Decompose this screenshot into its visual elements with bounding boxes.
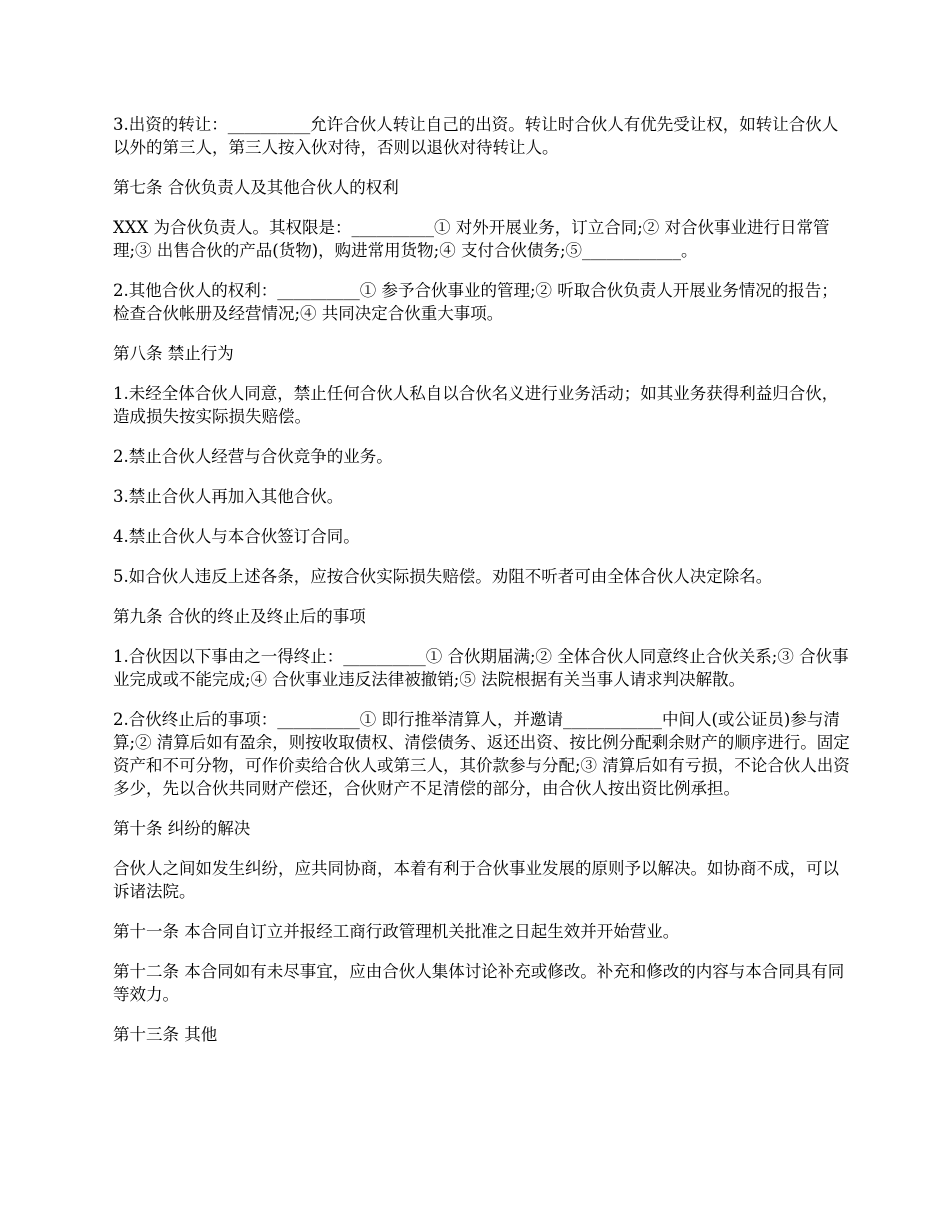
- heading-article-13: 第十三条 其他: [113, 1025, 218, 1044]
- paragraph-prohibition-2: 2.禁止合伙人经营与合伙竞争的业务。: [113, 447, 393, 466]
- paragraph-prohibition-1: 1.未经全体合伙人同意，禁止任何合伙人私自以合伙名义进行业务活动；如其业务获得利益归合伙，造成损失按实际损失赔偿。: [113, 384, 839, 426]
- heading-article-7: 第七条 合伙负责人及其他合伙人的权利: [113, 178, 399, 197]
- paragraph-article-12: 第十二条 本合同如有未尽事宜，应由合伙人集体讨论补充或修改。补充和修改的内容与本合同具有同等效力。: [113, 962, 845, 1004]
- paragraph-prohibition-4: 4.禁止合伙人与本合伙签订合同。: [113, 527, 360, 546]
- heading-article-10: 第十条 纠纷的解决: [113, 819, 251, 838]
- paragraph-prohibition-5: 5.如合伙人违反上述各条，应按合伙实际损失赔偿。劝阻不听者可由全体合伙人决定除名。: [113, 567, 773, 586]
- paragraph-other-partners-rights: 2.其他合伙人的权利：__________① 参予合伙事业的管理;② 听取合伙负责人开展业务情况的报告；检查合伙帐册及经营情况;④ 共同决定合伙重大事项。: [113, 281, 838, 323]
- paragraph-dispute-resolution: 合伙人之间如发生纠纷，应共同协商，本着有利于合伙事业发展的原则予以解决。如协商不成，可以诉诸法院。: [113, 859, 839, 901]
- heading-article-8: 第八条 禁止行为: [113, 344, 234, 363]
- paragraph-prohibition-3: 3.禁止合伙人再加入其他合伙。: [113, 487, 344, 506]
- heading-article-9: 第九条 合伙的终止及终止后的事项: [113, 607, 366, 626]
- paragraph-manager-authority: XXX 为合伙负责人。其权限是：__________① 对外开展业务，订立合同;② 对合伙事业进行日常管理;③ 出售合伙的产品(货物)，购进常用货物;④ 支付合伙债务;⑤____________。: [113, 218, 830, 260]
- paragraph-after-termination: 2.合伙终止后的事项：__________① 即行推举清算人，并邀请____________中间人(或公证员)参与清算;② 清算后如有盈余，则按收取债权、清偿债务、返还出资、按比例分配剩余财产的顺序进行。固定资产和不可分物，可作价卖给合伙人或第三人，其价款参与分配;③ 清算后如有亏损，不论合伙人出资多少，先以合伙共同财产偿还，合伙财产不足清偿的部分，由合伙人按出资比例承担。: [113, 710, 850, 798]
- paragraph-capital-transfer: 3.出资的转让：__________允许合伙人转让自己的出资。转让时合伙人有优先受让权，如转让合伙人以外的第三人，第三人按入伙对待，否则以退伙对待转让人。: [113, 115, 839, 157]
- paragraph-termination-causes: 1.合伙因以下事由之一得终止：__________① 合伙期届满;② 全体合伙人同意终止合伙关系;③ 合伙事业完成或不能完成;④ 合伙事业违反法律被撤销;⑤ 法院根据有关当事人请求判决解散。: [113, 647, 849, 689]
- paragraph-article-11: 第十一条 本合同自订立并报经工商行政管理机关批准之日起生效并开始营业。: [113, 922, 680, 941]
